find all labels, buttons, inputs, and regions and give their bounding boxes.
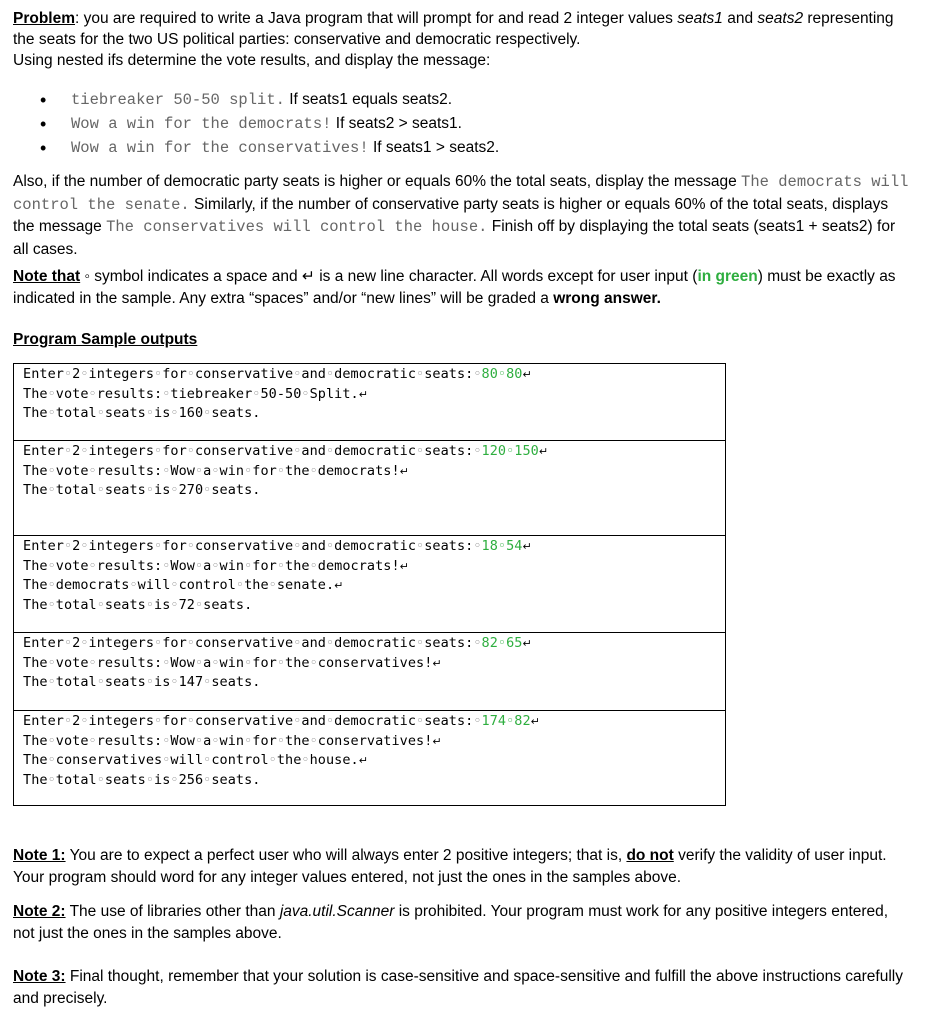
list-item <box>40 136 499 160</box>
space-symbol: ◦ <box>154 366 163 382</box>
output-line: The◦conservatives◦will◦control◦the◦house.↵ <box>23 752 368 768</box>
senate-message: The democrats will control the senate. <box>13 173 909 214</box>
space-symbol: ◦ <box>129 577 138 593</box>
space-symbol: ◦ <box>416 443 425 459</box>
list-item <box>40 88 499 112</box>
space-symbol: ◦ <box>47 462 56 479</box>
newline-icon: ↵ <box>432 734 442 748</box>
space-symbol: ◦ <box>186 538 195 554</box>
note-3-label: Note 3: <box>13 968 66 985</box>
output-line: The◦vote◦results:◦Wow◦a◦win◦for◦the◦conservatives!↵ <box>23 654 442 671</box>
space-symbol: ◦ <box>309 732 318 749</box>
space-symbol: ◦ <box>170 405 179 421</box>
note-2-text-2: is prohibited. Your program must work for any positive integers entered, not just the ones in the samples above. <box>13 903 889 942</box>
space-symbol: ◦ <box>252 385 261 402</box>
space-symbol: ◦ <box>47 732 56 749</box>
also-paragraph <box>13 171 913 261</box>
message-condition: If seats1 equals seats2. <box>284 91 453 108</box>
space-symbol: ◦ <box>473 538 482 554</box>
prompt-line <box>14 634 725 654</box>
space-symbol: ◦ <box>47 385 56 402</box>
newline-icon: ↵ <box>522 637 532 650</box>
prompt-text: Enter◦2◦integers◦for◦conservative◦and◦democratic◦seats:◦ <box>23 538 482 554</box>
sample-output-box <box>13 632 726 711</box>
prompt-text: Enter◦2◦integers◦for◦conservative◦and◦democratic◦seats:◦ <box>23 713 482 729</box>
newline-icon: ↵ <box>522 368 532 381</box>
also-text-2: Similarly, if the number of conservative party seats is higher or equals 60% of the total seats, displays the message <box>13 195 889 235</box>
total-line: The◦total◦seats◦is◦160◦seats. <box>23 405 261 421</box>
space-symbol: ◦ <box>170 596 179 613</box>
user-input: 120◦150 <box>481 443 539 459</box>
newline-icon: ↵ <box>358 754 368 767</box>
space-symbol: ◦ <box>63 538 73 554</box>
space-symbol: ◦ <box>80 443 89 459</box>
space-symbol: ◦ <box>325 713 335 729</box>
problem-line-3: Using nested ifs determine the vote results, and display the message: <box>13 52 491 69</box>
samples-heading-text: Program Sample outputs <box>13 331 198 348</box>
space-symbol: ◦ <box>170 771 179 788</box>
space-symbol: ◦ <box>194 654 204 671</box>
output-line: The◦vote◦results:◦Wow◦a◦win◦for◦the◦democrats!↵ <box>23 462 409 479</box>
newline-icon: ↵ <box>334 579 344 592</box>
var-seats1: seats1 <box>677 10 723 27</box>
message-condition: If seats1 > seats2. <box>368 139 500 156</box>
space-symbol: ◦ <box>497 635 507 651</box>
prompt-line <box>14 365 725 385</box>
space-symbol: ◦ <box>80 366 89 382</box>
note-1 <box>13 845 913 889</box>
space-symbol: ◦ <box>325 443 335 459</box>
space-symbol: ◦ <box>145 482 154 498</box>
newline-icon: ↵ <box>538 445 549 458</box>
space-symbol: ◦ <box>47 405 56 421</box>
scanner-class: java.util.Scanner <box>279 903 395 920</box>
space-symbol: ◦ <box>473 635 482 651</box>
space-symbol: ◦ <box>211 462 220 479</box>
sample-output-box <box>13 440 726 536</box>
space-symbol: ◦ <box>47 557 56 574</box>
space-symbol: ◦ <box>96 596 105 613</box>
user-input: 80◦80 <box>481 366 523 382</box>
space-symbol: ◦ <box>47 752 56 768</box>
problem-and: and <box>722 10 758 27</box>
space-symbol: ◦ <box>63 713 73 729</box>
var-seats2: seats2 <box>757 10 804 27</box>
space-symbol: ◦ <box>88 462 97 479</box>
space-symbol: ◦ <box>80 713 89 729</box>
space-symbol: ◦ <box>416 713 425 729</box>
do-not: do not <box>626 847 674 864</box>
note-2 <box>13 901 913 945</box>
newline-icon: ↵ <box>530 715 540 728</box>
note-2-text-1: The use of libraries other than <box>65 903 280 920</box>
output-line: The◦vote◦results:◦Wow◦a◦win◦for◦the◦democrats!↵ <box>23 557 409 574</box>
space-symbol: ◦ <box>186 635 195 651</box>
sample-output-box <box>13 710 726 806</box>
space-symbol: ◦ <box>88 654 97 671</box>
prompt-text: Enter◦2◦integers◦for◦conservative◦and◦democratic◦seats:◦ <box>23 635 482 651</box>
space-symbol: ◦ <box>162 462 171 479</box>
space-symbol: ◦ <box>96 771 105 788</box>
output-line: The◦democrats◦will◦control◦the◦senate.↵ <box>23 577 344 593</box>
space-symbol: ◦ <box>293 635 302 651</box>
green-label: in green <box>697 268 758 285</box>
space-symbol: ◦ <box>309 557 318 574</box>
also-text-1: Also, if the number of democratic party seats is higher or equals 60% the total seats, display the message <box>13 173 742 190</box>
message-code: tiebreaker 50-50 split. <box>71 91 285 109</box>
space-symbol: ◦ <box>211 732 220 749</box>
newline-icon: ↵ <box>522 540 532 553</box>
space-symbol: ◦ <box>96 405 105 421</box>
space-symbol: ◦ <box>63 366 73 382</box>
space-symbol: ◦ <box>63 635 73 651</box>
space-symbol: ◦ <box>88 557 97 574</box>
space-symbol: ◦ <box>154 443 163 459</box>
space-symbol: ◦ <box>276 654 285 671</box>
space-symbol: ◦ <box>96 674 105 690</box>
total-line: The◦total◦seats◦is◦270◦seats. <box>23 482 261 498</box>
space-symbol: ◦ <box>268 752 277 768</box>
space-symbol: ◦ <box>194 596 204 613</box>
space-symbol: ◦ <box>47 674 56 690</box>
space-symbol: ◦ <box>162 752 171 768</box>
space-symbol: ◦ <box>301 385 310 402</box>
space-symbol: ◦ <box>88 385 97 402</box>
space-symbol: ◦ <box>244 462 253 479</box>
problem-text-1: : you are required to write a Java program that will prompt for and read 2 integer values <box>75 10 678 27</box>
space-symbol: ◦ <box>194 462 204 479</box>
user-input: 174◦82 <box>481 713 531 729</box>
space-symbol: ◦ <box>416 538 425 554</box>
space-symbol: ◦ <box>194 557 204 574</box>
space-symbol: ◦ <box>96 482 105 498</box>
note-that-text-1: ◦ symbol indicates a space and ↵ is a new line character. All words except for user input ( <box>80 268 698 285</box>
space-symbol: ◦ <box>416 635 425 651</box>
space-symbol: ◦ <box>203 482 212 498</box>
space-symbol: ◦ <box>473 443 482 459</box>
space-symbol: ◦ <box>186 713 195 729</box>
space-symbol: ◦ <box>473 366 482 382</box>
prompt-text: Enter◦2◦integers◦for◦conservative◦and◦democratic◦seats:◦ <box>23 443 482 459</box>
space-symbol: ◦ <box>211 557 220 574</box>
space-symbol: ◦ <box>194 732 204 749</box>
space-symbol: ◦ <box>293 713 302 729</box>
space-symbol: ◦ <box>497 538 507 554</box>
space-symbol: ◦ <box>145 596 154 613</box>
message-code: Wow a win for the conservatives! <box>71 139 369 157</box>
space-symbol: ◦ <box>203 674 212 690</box>
space-symbol: ◦ <box>170 482 179 498</box>
space-symbol: ◦ <box>162 654 171 671</box>
newline-icon: ↵ <box>399 464 409 478</box>
newline-icon: ↵ <box>432 656 442 670</box>
note-1-label: Note 1: <box>13 847 66 864</box>
note-that-paragraph <box>13 266 913 310</box>
space-symbol: ◦ <box>80 635 89 651</box>
condition-list <box>40 88 499 160</box>
space-symbol: ◦ <box>506 713 515 729</box>
space-symbol: ◦ <box>325 635 335 651</box>
space-symbol: ◦ <box>186 366 195 382</box>
space-symbol: ◦ <box>203 405 212 421</box>
total-line: The◦total◦seats◦is◦72◦seats. <box>23 596 253 613</box>
space-symbol: ◦ <box>325 366 335 382</box>
space-symbol: ◦ <box>244 654 253 671</box>
user-input: 82◦65 <box>481 635 523 651</box>
space-symbol: ◦ <box>416 366 425 382</box>
problem-label: Problem <box>13 10 76 27</box>
list-item <box>40 112 499 136</box>
space-symbol: ◦ <box>170 674 179 690</box>
space-symbol: ◦ <box>203 752 212 768</box>
space-symbol: ◦ <box>154 713 163 729</box>
space-symbol: ◦ <box>211 654 220 671</box>
note-1-text-1: You are to expect a perfect user who will always enter 2 positive integers; that is, <box>65 847 627 864</box>
prompt-text: Enter◦2◦integers◦for◦conservative◦and◦democratic◦seats:◦ <box>23 366 482 382</box>
also-text-3: Finish off by displaying the total seats (seats1 + seats2) for all cases. <box>13 218 896 258</box>
note-that-text-2: ) must be exactly as indicated in the sample. Any extra “spaces” and/or “new lines” will be graded a <box>13 268 896 307</box>
space-symbol: ◦ <box>235 577 245 593</box>
space-symbol: ◦ <box>276 462 285 479</box>
space-symbol: ◦ <box>47 482 56 498</box>
space-symbol: ◦ <box>473 713 482 729</box>
prompt-line <box>14 442 725 462</box>
space-symbol: ◦ <box>244 557 253 574</box>
sample-output-box <box>13 535 726 633</box>
space-symbol: ◦ <box>47 577 56 593</box>
space-symbol: ◦ <box>276 557 285 574</box>
newline-icon: ↵ <box>358 387 368 401</box>
user-input: 18◦54 <box>481 538 523 554</box>
space-symbol: ◦ <box>162 557 171 574</box>
space-symbol: ◦ <box>186 443 195 459</box>
prompt-line <box>14 537 725 557</box>
space-symbol: ◦ <box>497 366 507 382</box>
message-condition: If seats2 > seats1. <box>331 115 462 132</box>
note-that-label: Note that <box>13 268 81 285</box>
space-symbol: ◦ <box>154 635 163 651</box>
note-3 <box>13 966 913 1010</box>
samples-heading <box>13 329 913 350</box>
note-3-text-1: Final thought, remember that your solution is case-sensitive and space-sensitive and fulfill the above instructions carefully and precisely. <box>13 968 903 1007</box>
space-symbol: ◦ <box>309 654 318 671</box>
space-symbol: ◦ <box>145 771 154 788</box>
total-line: The◦total◦seats◦is◦256◦seats. <box>23 771 261 788</box>
prompt-line <box>14 712 725 732</box>
space-symbol: ◦ <box>325 538 335 554</box>
space-symbol: ◦ <box>145 674 154 690</box>
wrong-answer: wrong answer. <box>553 290 661 307</box>
space-symbol: ◦ <box>203 771 212 788</box>
output-line: The◦vote◦results:◦tiebreaker◦50-50◦Split.↵ <box>23 385 368 402</box>
space-symbol: ◦ <box>293 366 302 382</box>
sample-output-box <box>13 363 726 441</box>
space-symbol: ◦ <box>506 443 515 459</box>
note-2-label: Note 2: <box>13 903 66 920</box>
space-symbol: ◦ <box>162 732 171 749</box>
space-symbol: ◦ <box>309 462 318 479</box>
house-message: The conservatives will control the house. <box>106 218 488 236</box>
space-symbol: ◦ <box>63 443 73 459</box>
space-symbol: ◦ <box>145 405 154 421</box>
space-symbol: ◦ <box>154 538 163 554</box>
newline-icon: ↵ <box>399 559 409 573</box>
problem-text-2: representing the seats for the two US political parties: conservative and democratic respectively. <box>13 10 894 48</box>
space-symbol: ◦ <box>47 654 56 671</box>
space-symbol: ◦ <box>293 538 302 554</box>
total-line: The◦total◦seats◦is◦147◦seats. <box>23 674 261 690</box>
space-symbol: ◦ <box>268 577 277 593</box>
message-code: Wow a win for the democrats! <box>71 115 332 133</box>
space-symbol: ◦ <box>276 732 285 749</box>
space-symbol: ◦ <box>162 385 171 402</box>
space-symbol: ◦ <box>80 538 89 554</box>
space-symbol: ◦ <box>170 577 179 593</box>
space-symbol: ◦ <box>47 596 56 613</box>
output-line: The◦vote◦results:◦Wow◦a◦win◦for◦the◦conservatives!↵ <box>23 732 442 749</box>
space-symbol: ◦ <box>88 732 97 749</box>
note-1-text-2: verify the validity of user input. Your program should word for any integer values entered, not just the ones in the samples above. <box>13 847 887 886</box>
space-symbol: ◦ <box>47 771 56 788</box>
problem-paragraph <box>13 8 913 71</box>
space-symbol: ◦ <box>244 732 253 749</box>
space-symbol: ◦ <box>301 752 310 768</box>
space-symbol: ◦ <box>293 443 302 459</box>
